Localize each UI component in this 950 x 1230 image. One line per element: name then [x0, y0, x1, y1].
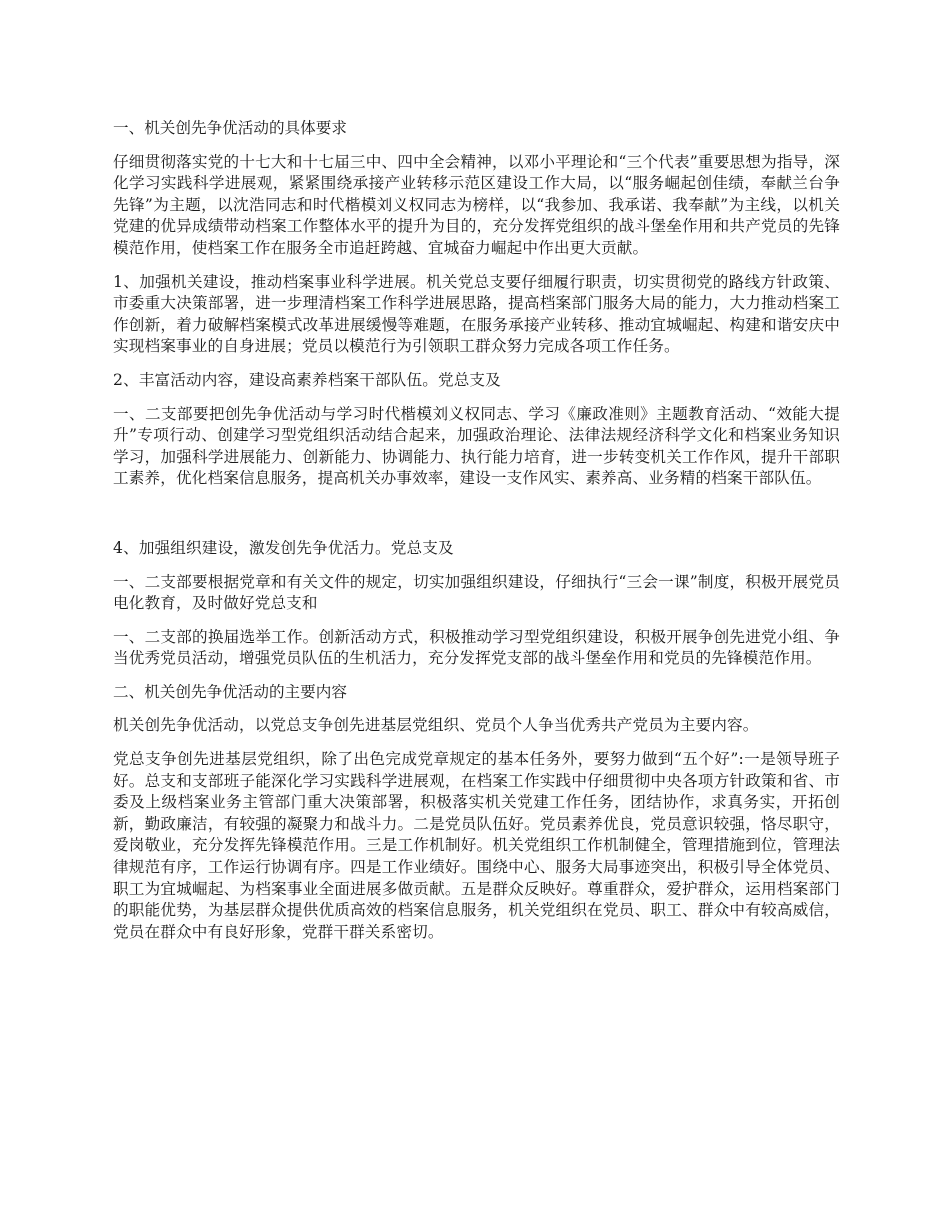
paragraph-item-4-lead: 4、加强组织建设，激发创先争优活力。党总支及: [113, 538, 454, 557]
paragraph-five-goods: 党总支争创先进基层党组织，除了出色完成党章规定的基本任务外，要努力做到“五个好”:一是领导班子好。总支和支部班子能深化学习实践科学进展观，在档案工作实践中仔细贯彻中央各项方针政策和省、市委及上级档案业务主管部门重大决策部署，积极落实机关党建工作任务，团结协作，求真务实，开拓创新，勤政廉洁，有较强的凝聚力和战斗力。二是党员队伍好。党员素养优良，党员意识较强，恪尽职守，爱岗敬业，充分发挥先锋模范作用。三是工作机制好。机关党组织工作机制健全，管理措施到位，管理法律规范有序，工作运行协调有序。四是工作业绩好。围绕中心、服务大局事迹突出，积极引导全体党员、职工为宜城崛起、为档案事业全面进展多做贡献。五是群众反映好。尊重群众，爱护群众，运用档案部门的职能优势，为基层群众提供优质高效的档案信息服务，机关党组织在党员、职工、群众中有较高威信，党员在群众中有良好形象，党群干群关系密切。: [113, 750, 840, 941]
blank-gap: [113, 502, 840, 538]
paragraph-item-2-lead: 2、丰富活动内容，建设高素养档案干部队伍。党总支及: [113, 370, 501, 389]
paragraph-item-4-cont: 一、二支部的换届选举工作。创新活动方式，积极推动学习型党组织建设，积极开展争创先进党小组、争当优秀党员活动，增强党员队伍的生机活力，充分发挥党支部的战斗堡垒作用和党员的先锋模范作用。: [113, 627, 840, 668]
paragraph-main-content: 机关创先争优活动，以党总支争创先进基层党组织、党员个人争当优秀共产党员为主要内容。: [113, 716, 759, 735]
paragraph-item-4-body: 一、二支部要根据党章和有关文件的规定，切实加强组织建设，仔细执行“三会一课”制度，积极开展党员电化教育，及时做好党总支和: [113, 572, 840, 613]
paragraph-intro: 仔细贯彻落实党的十七大和十七届三中、四中全会精神，以邓小平理论和“三个代表”重要思想为指导，深化学习实践科学进展观，紧紧围绕承接产业转移示范区建设工作大局，以“服务崛起创佳绩，奉献兰台争先锋”为主题，以沈浩同志和时代楷模刘义权同志为榜样，以“我参加、我承诺、我奉献”为主线，以机关党建的优异成绩带动档案工作整体水平的提升为目的，充分发挥党组织的战斗堡垒作用和共产党员的先锋模范作用，使档案工作在服务全市追赶跨越、宜城奋力崛起中作出更大贡献。: [113, 152, 840, 257]
section-heading-1: 一、机关创先争优活动的具体要求: [113, 119, 347, 137]
document-body: [113, 118, 840, 955]
paragraph-item-2-body: 一、二支部要把创先争优活动与学习时代楷模刘义权同志、学习《廉政准则》主题教育活动、“效能大提升”专项行动、创建学习型党组织活动结合起来，加强政治理论、法律法规经济科学文化和档案业务知识学习，加强科学进展能力、创新能力、协调能力、执行能力培育，进一步转变机关工作作风，提升干部职工素养，优化档案信息服务，提高机关办事效率，建设一支作风实、素养高、业务精的档案干部队伍。: [113, 404, 840, 488]
paragraph-item-1: 1、加强机关建设，推动档案事业科学进展。机关党总支要仔细履行职责，切实贯彻党的路线方针政策、市委重大决策部署，进一步理清档案工作科学进展思路，提高档案部门服务大局的能力，大力推动档案工作创新，着力破解档案模式改革进展缓慢等难题，在服务承接产业转移、推动宜城崛起、构建和谐安庆中实现档案事业的自身进展；党员以模范行为引领职工群众努力完成各项工作任务。: [113, 272, 840, 356]
section-heading-2: 二、机关创先争优活动的主要内容: [113, 682, 347, 701]
